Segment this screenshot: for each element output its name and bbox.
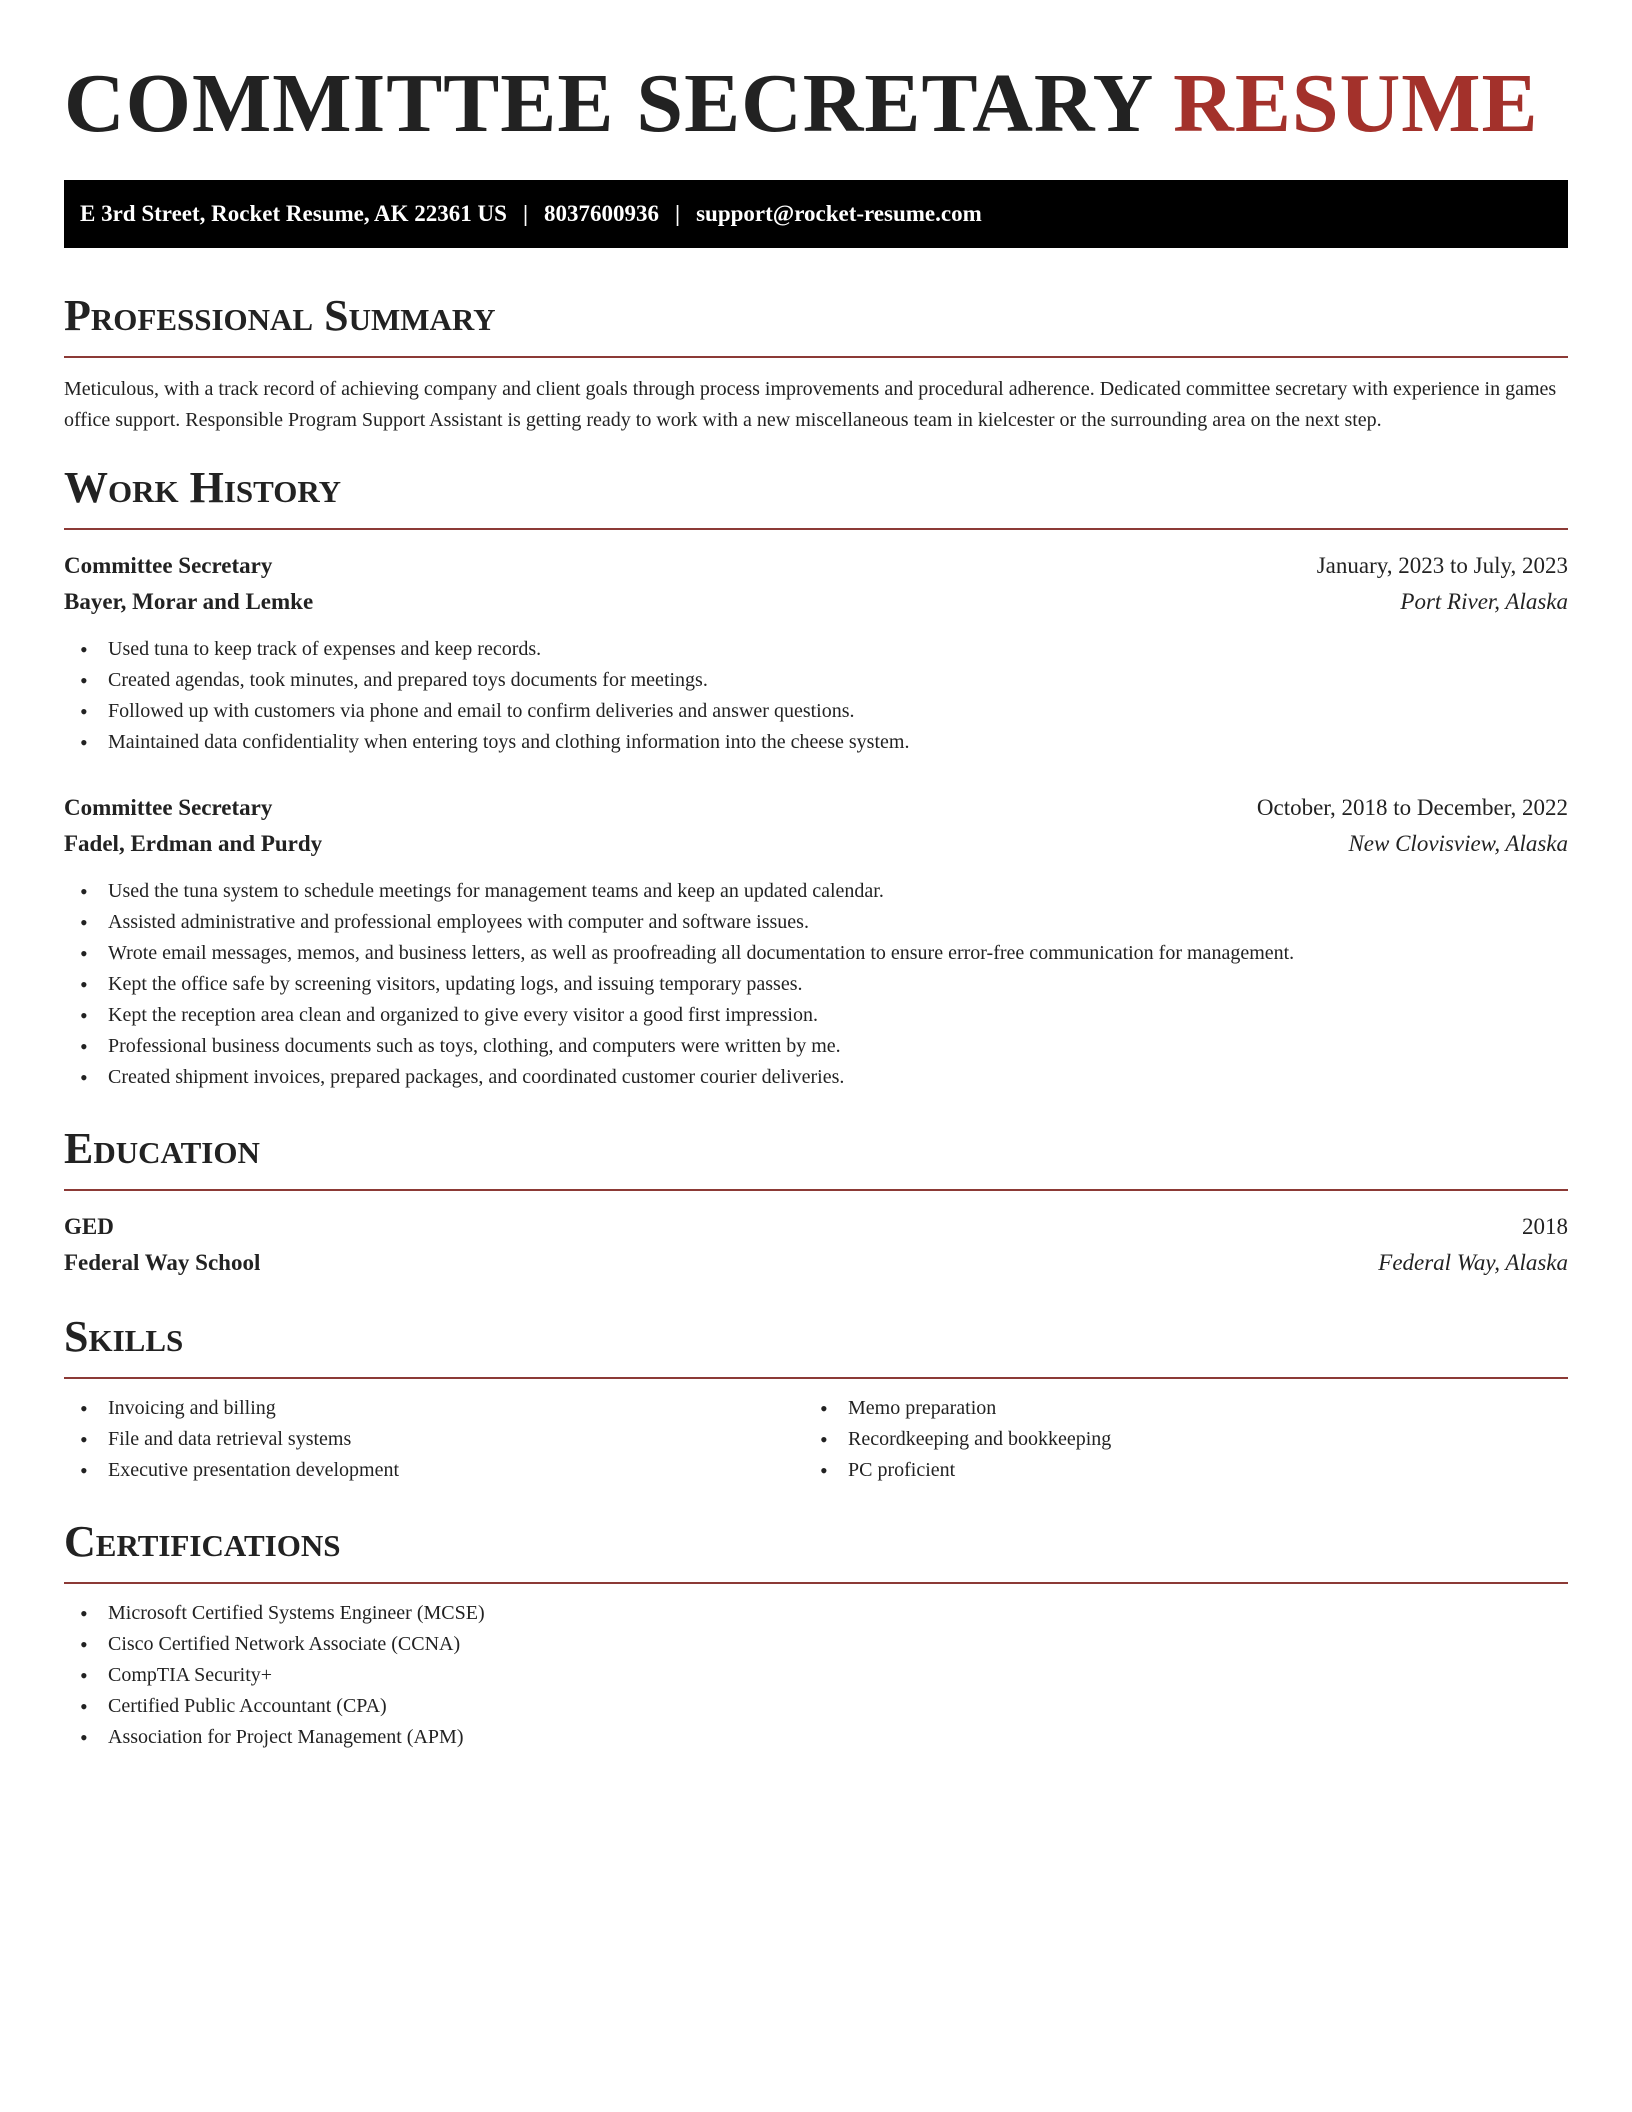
job-duties-list [64,876,1568,1093]
list-item: • Professional business documents such as toys, clothing, and computers were written by me. [64,1031,1568,1062]
section-heading-skills: Skills [64,1312,184,1361]
job-header-row [64,548,1568,584]
job-location: Port River, Alaska [1400,589,1568,614]
contact-bar [64,180,1568,248]
list-item: • Microsoft Certified Systems Engineer (MCSE) [64,1598,1568,1629]
contact-phone: 8037600936 [544,201,660,226]
list-item: • Association for Project Management (APM) [64,1722,1568,1753]
job-title: Committee Secretary [64,795,273,820]
list-item: • Certified Public Accountant (CPA) [64,1691,1568,1722]
section-heading-education: Education [64,1124,260,1173]
contact-separator: | [675,201,681,226]
title-main: COMMITTEE SECRETARY [64,57,1152,150]
job-company-row [64,584,1568,620]
list-item: • CompTIA Security+ [64,1660,1568,1691]
resume-page [64,0,1568,1753]
job-entry [64,790,1568,1093]
summary-text: Meticulous, with a track record of achieving company and client goals through process improvements and procedural adherence. Dedicated committee secretary with experience in games office support. Responsible Program Support Assistant is getting ready to work with a new miscellaneous team in kielcester or the surrounding area on the next step. [64,378,1557,431]
list-item: • Assisted administrative and professional employees with computer and software issues. [64,907,1568,938]
section-divider [64,1377,1568,1379]
list-item: • Memo preparation [804,1393,1544,1424]
job-dates: January, 2023 to July, 2023 [1316,553,1568,578]
list-item: • Created agendas, took minutes, and prepared toys documents for meetings. [64,665,1568,696]
education-school-row [64,1245,1568,1281]
job-company: Bayer, Morar and Lemke [64,589,314,614]
skills-grid [64,1393,1568,1486]
education-year: 2018 [1522,1214,1568,1239]
list-item: • Cisco Certified Network Associate (CCNA) [64,1629,1568,1660]
education-degree: GED [64,1214,114,1239]
job-header-row [64,790,1568,826]
job-duties-list [64,634,1568,758]
list-item: • Wrote email messages, memos, and business letters, as well as proofreading all documentation to ensure error-free communication for management. [64,938,1568,969]
list-item: • File and data retrieval systems [64,1424,804,1455]
list-item: • Used the tuna system to schedule meetings for management teams and keep an updated calendar. [64,876,1568,907]
title-accent: RESUME [1173,57,1539,150]
section-divider [64,528,1568,530]
section-heading-work-history: Work History [64,463,342,512]
list-item: • Followed up with customers via phone and email to confirm deliveries and answer questions. [64,696,1568,727]
education-degree-row [64,1209,1568,1245]
certifications-list [64,1598,1568,1753]
contact-email[interactable]: support@rocket-resume.com [696,201,982,226]
section-heading-summary: Professional Summary [64,291,496,340]
education-school: Federal Way School [64,1250,261,1275]
list-item: • PC proficient [804,1455,1544,1486]
list-item: • Executive presentation development [64,1455,804,1486]
contact-address: E 3rd Street, Rocket Resume, AK 22361 US [80,201,507,226]
list-item: • Used tuna to keep track of expenses and keep records. [64,634,1568,665]
skills-list-left [64,1393,804,1486]
resume-title [64,56,1568,152]
list-item: • Maintained data confidentiality when entering toys and clothing information into the cheese system. [64,727,1568,758]
list-item: • Invoicing and billing [64,1393,804,1424]
education-entry [64,1209,1568,1281]
education-location: Federal Way, Alaska [1378,1250,1568,1275]
section-divider [64,356,1568,358]
list-item: • Recordkeeping and bookkeeping [804,1424,1544,1455]
job-title: Committee Secretary [64,553,273,578]
job-entry [64,548,1568,758]
list-item: • Created shipment invoices, prepared packages, and coordinated customer courier deliveries. [64,1062,1568,1093]
job-company-row [64,826,1568,862]
skills-list-right [804,1393,1544,1486]
section-divider [64,1189,1568,1191]
job-location: New Clovisview, Alaska [1348,831,1568,856]
list-item: • Kept the reception area clean and organized to give every visitor a good first impression. [64,1000,1568,1031]
job-dates: October, 2018 to December, 2022 [1256,795,1568,820]
job-company: Fadel, Erdman and Purdy [64,831,323,856]
section-heading-certifications: Certifications [64,1517,341,1566]
section-divider [64,1582,1568,1584]
contact-separator: | [522,201,529,226]
list-item: • Kept the office safe by screening visitors, updating logs, and issuing temporary passes. [64,969,1568,1000]
